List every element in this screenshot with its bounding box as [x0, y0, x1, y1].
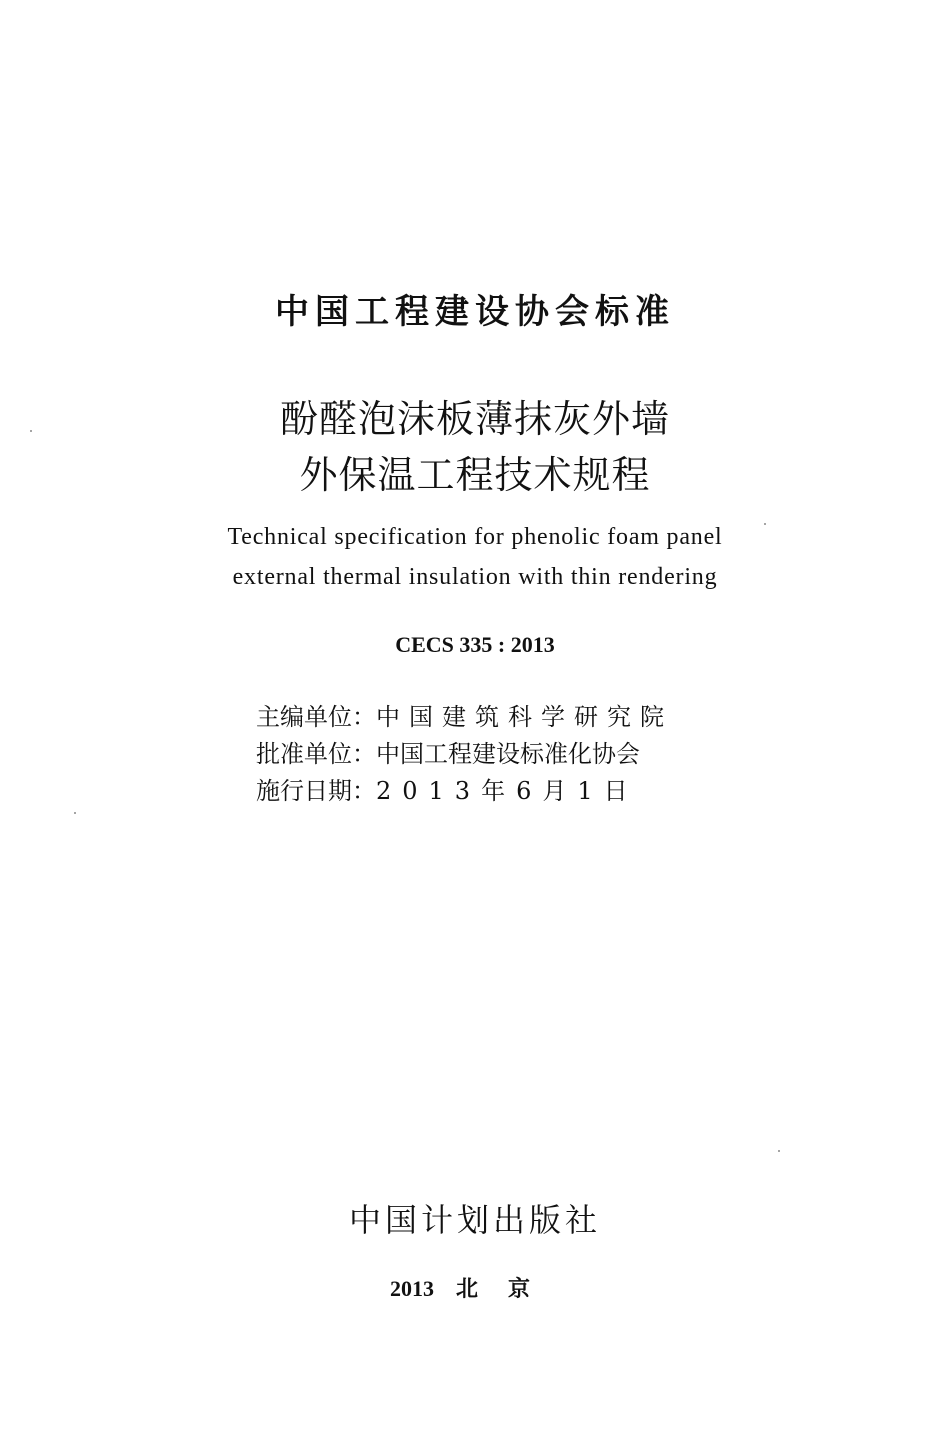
info-block	[256, 697, 696, 808]
info-row-approver	[256, 734, 696, 771]
standard-code: CECS 335 : 2013	[395, 632, 555, 657]
info-row-editor	[256, 697, 696, 734]
publication-year: 2013	[389, 1276, 434, 1301]
info-row-effective-date	[256, 771, 696, 808]
scan-speck	[30, 430, 32, 432]
info-value: 中国建筑科学研究院	[376, 703, 673, 731]
scan-speck	[764, 523, 766, 525]
publisher: 中国计划出版社	[348, 1201, 601, 1239]
publication-place	[0, 1272, 950, 1303]
info-label: 批准单位：	[256, 740, 376, 768]
info-value: 中国工程建设标准化协会	[376, 740, 640, 768]
info-label: 主编单位：	[256, 703, 376, 731]
title-cn-line1: 酚醛泡沫板薄抹灰外墙	[279, 397, 670, 441]
info-value: 2013年6月1日	[376, 777, 639, 805]
publication-city: 北京	[455, 1277, 560, 1302]
info-label: 施行日期：	[256, 777, 376, 805]
scan-speck	[778, 1150, 780, 1152]
title-en-line1: Technical specification for phenolic foam panel	[227, 524, 723, 550]
scan-speck	[74, 812, 76, 814]
title-en-line2: external thermal insulation with thin rendering	[232, 564, 718, 590]
title-cn-line2: 外保温工程技术规程	[299, 453, 651, 497]
standard-series: 中国工程建设协会标准	[275, 292, 675, 332]
